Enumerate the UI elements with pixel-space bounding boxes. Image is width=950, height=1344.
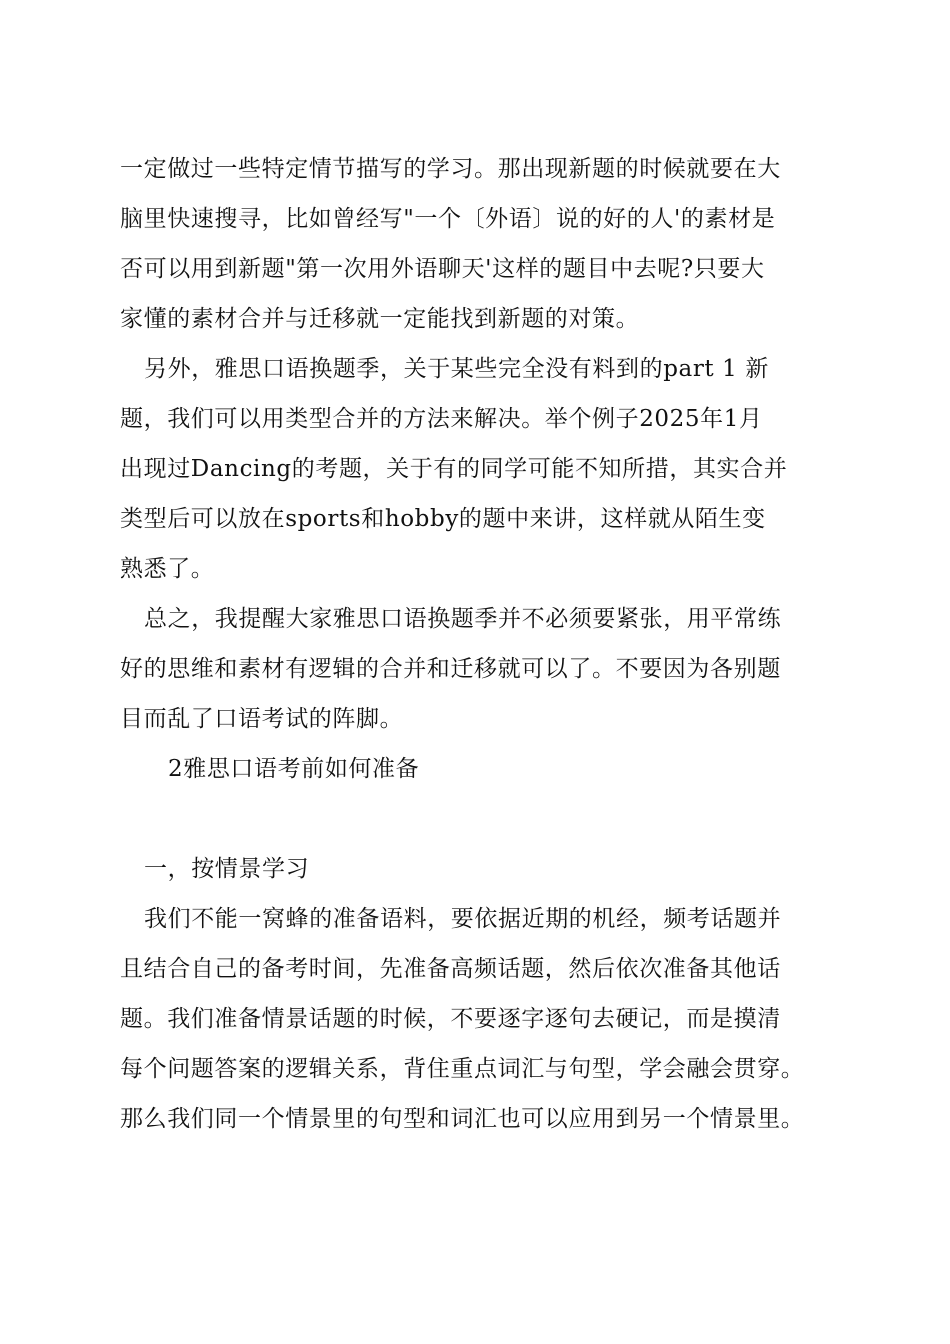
- paragraph-line: 好的思维和素材有逻辑的合并和迁移就可以了。不要因为各别题: [120, 656, 781, 682]
- paragraph-line: 类型后可以放在sports和hobby的题中来讲，这样就从陌生变: [120, 506, 766, 532]
- paragraph-line: 且结合自己的备考时间，先准备高频话题，然后依次准备其他话: [120, 956, 781, 982]
- section-heading: 2雅思口语考前如何准备: [168, 756, 420, 782]
- paragraph-line: 目而乱了口语考试的阵脚。: [120, 706, 404, 732]
- paragraph-line: 出现过Dancing的考题，关于有的同学可能不知所措，其实合并: [120, 456, 788, 482]
- paragraph-line: 否可以用到新题"第一次用外语聊天'这样的题目中去呢?只要大: [120, 256, 765, 282]
- paragraph-line: 每个问题答案的逻辑关系，背住重点词汇与句型，学会融会贯穿。: [120, 1056, 805, 1082]
- paragraph-line: 题。我们准备情景话题的时候，不要逐字逐句去硬记，而是摸清: [120, 1006, 781, 1032]
- paragraph-line: 一定做过一些特定情节描写的学习。那出现新题的时候就要在大: [120, 156, 781, 182]
- paragraph-line: 另外，雅思口语换题季，关于某些完全没有料到的part 1 新: [144, 356, 769, 382]
- paragraph-line: 我们不能一窝蜂的准备语料，要依据近期的机经，频考话题并: [144, 906, 782, 932]
- paragraph-line: 题，我们可以用类型合并的方法来解决。举个例子2025年1月: [120, 406, 763, 432]
- paragraph-line: 脑里快速搜寻，比如曾经写"一个〔外语〕说的好的人'的素材是: [120, 206, 776, 232]
- paragraph-line: 家懂的素材合并与迁移就一定能找到新题的对策。: [120, 306, 640, 332]
- paragraph-line: 总之，我提醒大家雅思口语换题季并不必须要紧张，用平常练: [144, 606, 782, 632]
- subsection-heading: 一，按情景学习: [144, 856, 310, 882]
- paragraph-line: 那么我们同一个情景里的句型和词汇也可以应用到另一个情景里。: [120, 1106, 805, 1132]
- paragraph-line: 熟悉了。: [120, 556, 215, 582]
